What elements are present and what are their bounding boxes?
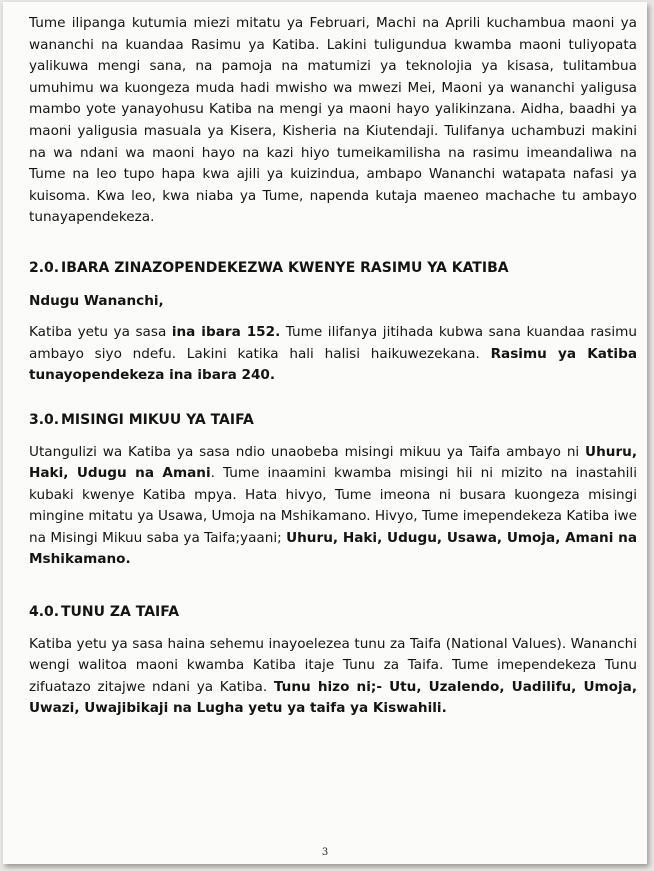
section-4-paragraph [29, 634, 637, 720]
page-number: 3 [321, 847, 329, 858]
section-2-number: 2.0. [29, 259, 60, 276]
section-4-title: TUNU ZA TAIFA [61, 604, 180, 621]
intro-paragraph: Tume ilipanga kutumia miezi mitatu ya Februari, Machi na Aprili kuchambua maoni ya wananchi na kuandaa Rasimu ya Katiba. Lakini tuligundua kwamba maoni tuliyopata yalikuwa mengi sana, na pamoja na matumizi ya teknolojia ya kisasa, tulitambua umuhimu wa kuongeza muda hadi mwisho wa mwezi Mei, Maoni ya wananchi yaligusa mambo yote yanayohusu Katiba na mengi ya maoni hayo yalikinzana. Aidha, baadhi ya maoni yaligusia masuala ya Kisera, Kisheria na Kiutendaji. Tulifanya uchambuzi makini na wa ndani wa maoni hayo na kazi hiyo tumeikamilisha na rasimu imeandaliwa na Tume na leo tupo hapa kwa ajili ya kuizindua, ambapo Wananchi watapata nafasi ya kuisoma. Kwa leo, kwa niaba ya Tume, napenda kutaja maeneo machache tu ambayo tunayapendekeza. [29, 15, 637, 226]
document-page [3, 2, 647, 864]
section-4-text-a: Katiba yetu ya sasa haina sehemu inayoelezea tunu za Taifa (National Values). Wananchi wengi walitoa maoni kwamba Katiba itaje Tunu za Taifa. Tume imependekeza Tunu zifuatazo zitajwe ndani ya Katiba. [29, 635, 637, 695]
section-3-number: 3.0. [29, 411, 60, 428]
section-2-heading [29, 258, 637, 280]
section-3-title: MISINGI MIKUU YA TAIFA [61, 411, 254, 428]
section-4-heading [29, 602, 637, 624]
document-body [29, 13, 637, 720]
section-3-heading [29, 410, 637, 432]
greeting: Ndugu Wananchi, [29, 292, 164, 309]
section-2-text-d: Rasimu ya Katiba tunayopendekeza ina ibara 240. [29, 345, 637, 384]
section-4-number: 4.0. [29, 604, 60, 621]
section-2-title: IBARA ZINAZOPENDEKEZWA KWENYE RASIMU YA KATIBA [61, 259, 509, 276]
section-2-paragraph [29, 322, 637, 387]
section-2-text-a: Katiba yetu ya sasa [29, 324, 172, 341]
section-4-text-b: Tunu hizo ni;- Utu, Uzalendo, Uadilifu, Umoja, Uwazi, Uwajibikaji na Lugha yetu ya taifa ya Kiswahili. [29, 678, 637, 717]
section-3-text-a: Utangulizi wa Katiba ya sasa ndio unaobeba misingi mikuu ya Taifa ambayo ni [29, 443, 586, 460]
section-2-text-b: ina ibara 152. [171, 324, 281, 341]
section-3-paragraph [29, 442, 637, 572]
section-3-text-d: Uhuru, Haki, Udugu, Usawa, Umoja, Amani na Mshikamano. [29, 529, 637, 568]
section-3-text-c: . Tume inaamini kwamba misingi hii ni mizito na inastahili kubaki kwenye Katiba mpya. Hata hivyo, Tume imeona ni busara kuongeza misingi mingine mitatu ya Usawa, Umoja na Mshikamano. Hivyo, Tume imependekeza Katiba iwe na Misingi Mikuu saba ya Taifa;yaani; [29, 465, 637, 546]
section-3-text-b: Uhuru, Haki, Udugu na Amani [29, 443, 637, 482]
section-2-text-c: Tume ilifanya jitihada kubwa sana kuandaa rasimu ambayo siyo ndefu. Lakini katika hali halisi haikuwezekana. [29, 324, 637, 362]
